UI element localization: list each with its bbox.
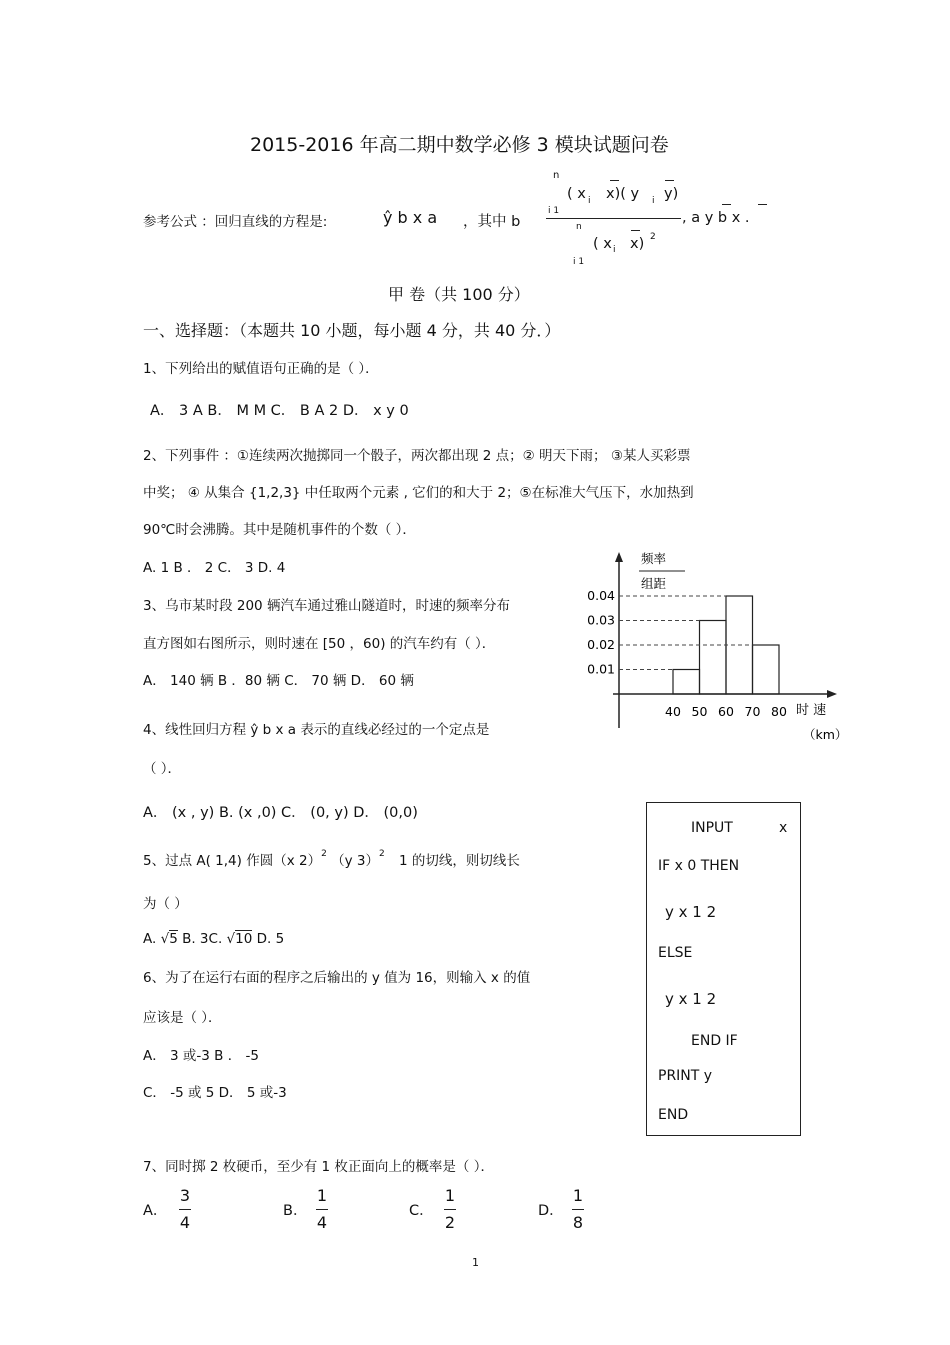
q4-line2: （ ）．	[143, 761, 182, 777]
program-line-input: INPUT	[691, 820, 733, 836]
q7-label-c: C．	[409, 1203, 434, 1219]
q5-options	[143, 931, 284, 947]
program-line-if: IF x 0 THEN	[658, 858, 740, 874]
page-title: 2015-2016 年高二期中数学必修 3 模块试题问卷	[250, 134, 669, 156]
q7-stem: 7、同时掷 2 枚硬币，至少有 1 枚正面向上的概率是（ ）．	[143, 1159, 494, 1175]
program-box	[646, 802, 801, 1136]
formula-i1-top: i 1	[548, 206, 560, 216]
formula-num-end: y)	[664, 186, 679, 202]
frequency-histogram	[587, 548, 875, 748]
x-tick-label: 50	[691, 704, 708, 719]
q7-bar-a	[179, 1209, 191, 1210]
formula-num-i: i	[588, 196, 591, 206]
section-title: 甲 卷（共 100 分）	[388, 285, 530, 304]
x-axis-unit: （km）	[803, 727, 848, 742]
histogram-bar	[700, 621, 727, 695]
q5-root10: 10	[235, 931, 253, 947]
q3-options: A． 140 辆 B ．80 辆 C． 70 辆 D． 60 辆	[143, 673, 414, 689]
q1-stem: 1、下列给出的赋值语句正确的是（ ）．	[143, 361, 379, 377]
x-axis-label: 时 速	[796, 703, 827, 718]
q5-option-d: D. 5	[252, 931, 285, 947]
program-line-else: ELSE	[658, 945, 693, 961]
part1-heading: 一、选择题：（本题共 10 小题，每小题 4 分，共 40 分．）	[143, 321, 561, 340]
q7-bar-b	[316, 1209, 328, 1210]
formula-bar-x3	[758, 204, 767, 205]
q5-root5: 5	[169, 931, 178, 947]
sqrt-icon: √	[226, 931, 236, 947]
q5-text-a: 5、过点 A( 1,4) 作圆（x 2）	[143, 853, 322, 869]
y-tick-label: 0.01	[587, 661, 615, 677]
q4-line1: 4、线性回归方程 ŷ b x a 表示的直线必经过的一个定点是	[143, 722, 490, 738]
formula-denominator: ( x	[593, 236, 612, 252]
histogram-bar	[673, 670, 700, 695]
sqrt-icon: √	[160, 931, 170, 947]
program-line-print: PRINT y	[658, 1068, 713, 1084]
q7-label-b: B．	[283, 1203, 308, 1219]
q3-line2: 直方图如右图所示，则时速在 [50 ，60) 的汽车约有（ ）．	[143, 636, 496, 652]
formula-bar-y1	[665, 180, 674, 181]
q5-text-b: （y 3）	[331, 853, 379, 869]
formula-top-n: n	[553, 170, 560, 181]
formula-bar-x1	[610, 180, 619, 181]
formula-bar-x2	[631, 230, 640, 231]
q1-options: A． 3 A B． M M C． B A 2 D． x y 0	[150, 403, 409, 419]
q5-text-c: 1 的切线，则切线长	[399, 853, 520, 869]
program-line-input-x: x	[779, 820, 788, 836]
histogram-bar	[753, 645, 780, 694]
q5-sq1: 2	[321, 849, 327, 859]
x-tick-label: 40	[665, 704, 681, 719]
q7-bar-d	[572, 1209, 584, 1210]
q5-line2: 为（ ）	[143, 896, 188, 912]
q6-options1: A． 3 或-3 B ． -5	[143, 1048, 259, 1064]
q7-label-d: D．	[538, 1203, 564, 1219]
formula-mid: ，其中 b	[463, 214, 521, 230]
formula-den-i: i	[613, 245, 616, 255]
q7-den-b: 4	[316, 1213, 328, 1232]
formula-den-end: x)	[630, 236, 645, 252]
q5-option-a: A.	[143, 931, 161, 947]
formula-num-mid: x)( y	[606, 186, 640, 202]
formula-yhat: ŷ b x a	[383, 208, 438, 227]
y-label-bottom: 组距	[641, 576, 667, 591]
program-line-end: END	[658, 1107, 689, 1123]
q7-num-b: 1	[316, 1186, 328, 1205]
y-label-top: 频率	[641, 551, 667, 566]
q6-line2: 应该是（ ）．	[143, 1010, 222, 1026]
x-axis-arrow-icon	[827, 690, 837, 698]
y-axis-arrow-icon	[615, 552, 623, 562]
q2-line1: 2、下列事件 ：①连续两次抛掷同一个骰子，两次都出现 2 点；② 明天下雨； ③某人买彩票	[143, 448, 691, 464]
q7-num-c: 1	[444, 1186, 456, 1205]
page-number: 1	[472, 1256, 479, 1269]
formula-bar-y2	[722, 204, 731, 205]
x-tick-label: 60	[718, 704, 734, 719]
y-tick-label: 0.04	[587, 588, 615, 603]
q7-label-a: A．	[143, 1203, 168, 1219]
formula-label: 参考公式 ：回归直线的方程是:	[143, 214, 328, 230]
q3-line1: 3、乌市某时段 200 辆汽车通过雅山隧道时，时速的频率分布	[143, 598, 510, 614]
q2-options: A. 1 B ． 2 C． 3 D. 4	[143, 560, 286, 576]
formula-numerator: ( x	[567, 186, 586, 202]
formula-den-sq: 2	[650, 232, 656, 242]
program-line-endif: END IF	[691, 1033, 738, 1049]
q5-line1	[143, 849, 520, 869]
q7-bar-c	[444, 1209, 456, 1210]
formula-num-yi: i	[652, 196, 655, 206]
formula-tail: , a y b x .	[682, 210, 750, 226]
x-tick-label: 80	[771, 704, 787, 719]
q2-line2: 中奖； ④ 从集合 {1,2,3} 中任取两个元素 , 它们的和大于 2；⑤在标准大气压下，水加热到	[143, 485, 694, 501]
program-line-then-branch: y x 1 2	[665, 903, 717, 921]
q7-num-a: 3	[179, 1186, 191, 1205]
program-line-else-branch: y x 1 2	[665, 990, 717, 1008]
fraction-bar	[546, 218, 681, 219]
q7-den-d: 8	[572, 1213, 584, 1232]
q7-den-c: 2	[444, 1213, 456, 1232]
q6-line1: 6、为了在运行右面的程序之后输出的 y 值为 16，则输入 x 的值	[143, 970, 531, 986]
q7-num-d: 1	[572, 1186, 584, 1205]
q5-option-b: B. 3C.	[177, 931, 227, 947]
q6-options2: C． -5 或 5 D． 5 或-3	[143, 1085, 287, 1101]
q7-den-a: 4	[179, 1213, 191, 1232]
formula-i1-bottom: i 1	[573, 257, 585, 267]
y-tick-label: 0.03	[587, 612, 615, 628]
q5-sq2: 2	[378, 849, 385, 859]
formula-den-n: n	[576, 222, 582, 232]
q2-line3: 90℃时会沸腾。其中是随机事件的个数（ ）．	[143, 522, 416, 538]
q4-options: A． (x , y) B. (x ,0) C． (0, y) D． (0,0)	[143, 805, 418, 821]
x-tick-label: 70	[744, 704, 761, 719]
y-tick-label: 0.02	[587, 637, 615, 652]
